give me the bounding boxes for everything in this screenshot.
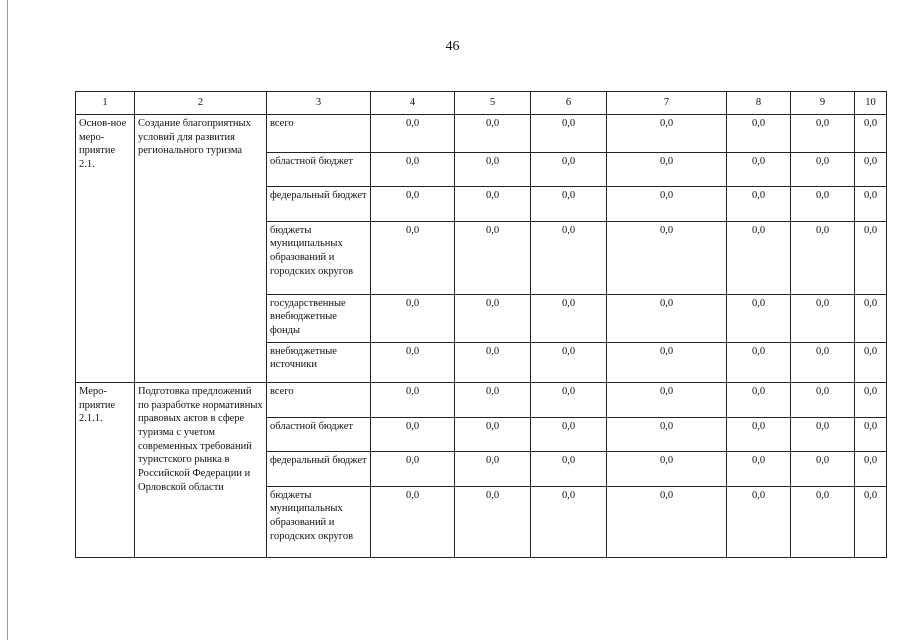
value-cell: 0,0	[855, 187, 887, 222]
value-cell: 0,0	[727, 417, 791, 452]
value-cell: 0,0	[791, 115, 855, 153]
value-cell: 0,0	[855, 294, 887, 342]
value-cell: 0,0	[531, 383, 607, 418]
funding-source: всего	[267, 115, 371, 153]
measure-code: Меро-приятие 2.1.1.	[76, 383, 135, 558]
value-cell: 0,0	[371, 452, 455, 487]
funding-source: федеральный бюджет	[267, 452, 371, 487]
value-cell: 0,0	[607, 383, 727, 418]
value-cell: 0,0	[727, 115, 791, 153]
value-cell: 0,0	[607, 342, 727, 383]
value-cell: 0,0	[531, 294, 607, 342]
funding-source: областной бюджет	[267, 417, 371, 452]
value-cell: 0,0	[455, 294, 531, 342]
column-header: 7	[607, 92, 727, 115]
value-cell: 0,0	[531, 115, 607, 153]
value-cell: 0,0	[855, 383, 887, 418]
value-cell: 0,0	[727, 152, 791, 187]
value-cell: 0,0	[371, 486, 455, 557]
column-header: 8	[727, 92, 791, 115]
value-cell: 0,0	[371, 152, 455, 187]
value-cell: 0,0	[791, 417, 855, 452]
value-cell: 0,0	[371, 417, 455, 452]
funding-source: государственные внебюджетные фонды	[267, 294, 371, 342]
value-cell: 0,0	[855, 342, 887, 383]
column-header: 5	[455, 92, 531, 115]
funding-source: областной бюджет	[267, 152, 371, 187]
value-cell: 0,0	[607, 452, 727, 487]
value-cell: 0,0	[531, 187, 607, 222]
value-cell: 0,0	[855, 452, 887, 487]
value-cell: 0,0	[607, 486, 727, 557]
value-cell: 0,0	[531, 342, 607, 383]
value-cell: 0,0	[791, 187, 855, 222]
value-cell: 0,0	[791, 152, 855, 187]
value-cell: 0,0	[791, 486, 855, 557]
value-cell: 0,0	[371, 294, 455, 342]
value-cell: 0,0	[727, 342, 791, 383]
column-header: 10	[855, 92, 887, 115]
value-cell: 0,0	[455, 342, 531, 383]
value-cell: 0,0	[371, 383, 455, 418]
value-cell: 0,0	[727, 187, 791, 222]
value-cell: 0,0	[455, 221, 531, 294]
value-cell: 0,0	[855, 486, 887, 557]
value-cell: 0,0	[855, 115, 887, 153]
header-row	[76, 92, 887, 115]
measure-name: Создание благоприятных условий для развития регионального туризма	[135, 115, 267, 383]
value-cell: 0,0	[371, 115, 455, 153]
value-cell: 0,0	[791, 452, 855, 487]
value-cell: 0,0	[531, 486, 607, 557]
value-cell: 0,0	[455, 115, 531, 153]
value-cell: 0,0	[607, 221, 727, 294]
value-cell: 0,0	[455, 417, 531, 452]
value-cell: 0,0	[727, 452, 791, 487]
value-cell: 0,0	[531, 152, 607, 187]
value-cell: 0,0	[727, 383, 791, 418]
value-cell: 0,0	[727, 294, 791, 342]
value-cell: 0,0	[727, 221, 791, 294]
funding-source: внебюджетные источники	[267, 342, 371, 383]
column-header: 9	[791, 92, 855, 115]
value-cell: 0,0	[855, 417, 887, 452]
value-cell: 0,0	[607, 294, 727, 342]
value-cell: 0,0	[455, 452, 531, 487]
value-cell: 0,0	[531, 452, 607, 487]
value-cell: 0,0	[455, 152, 531, 187]
measure-name: Подготовка предложений по разработке нормативных правовых актов в сфере туризма с учетом современных требований туристского рынка в Российской Федерации и Орловской области	[135, 383, 267, 558]
value-cell: 0,0	[607, 417, 727, 452]
value-cell: 0,0	[791, 294, 855, 342]
column-header: 2	[135, 92, 267, 115]
column-header: 1	[76, 92, 135, 115]
value-cell: 0,0	[727, 486, 791, 557]
funding-source: всего	[267, 383, 371, 418]
value-cell: 0,0	[791, 221, 855, 294]
left-margin-rule	[7, 0, 8, 640]
value-cell: 0,0	[791, 342, 855, 383]
value-cell: 0,0	[531, 221, 607, 294]
column-header: 6	[531, 92, 607, 115]
value-cell: 0,0	[607, 115, 727, 153]
funding-source: федеральный бюджет	[267, 187, 371, 222]
value-cell: 0,0	[791, 383, 855, 418]
value-cell: 0,0	[455, 383, 531, 418]
page-number: 46	[445, 39, 460, 54]
value-cell: 0,0	[855, 152, 887, 187]
value-cell: 0,0	[371, 187, 455, 222]
table-row	[76, 383, 887, 418]
column-header: 3	[267, 92, 371, 115]
table-row	[76, 115, 887, 153]
value-cell: 0,0	[531, 417, 607, 452]
column-header: 4	[371, 92, 455, 115]
value-cell: 0,0	[855, 221, 887, 294]
value-cell: 0,0	[455, 486, 531, 557]
budget-table	[75, 91, 887, 558]
value-cell: 0,0	[371, 221, 455, 294]
value-cell: 0,0	[607, 152, 727, 187]
value-cell: 0,0	[371, 342, 455, 383]
value-cell: 0,0	[455, 187, 531, 222]
value-cell: 0,0	[607, 187, 727, 222]
funding-source: бюджеты муниципальных образований и городских округов	[267, 486, 371, 557]
funding-source: бюджеты муниципальных образований и городских округов	[267, 221, 371, 294]
measure-code: Основ-ное меро-приятие 2.1.	[76, 115, 135, 383]
